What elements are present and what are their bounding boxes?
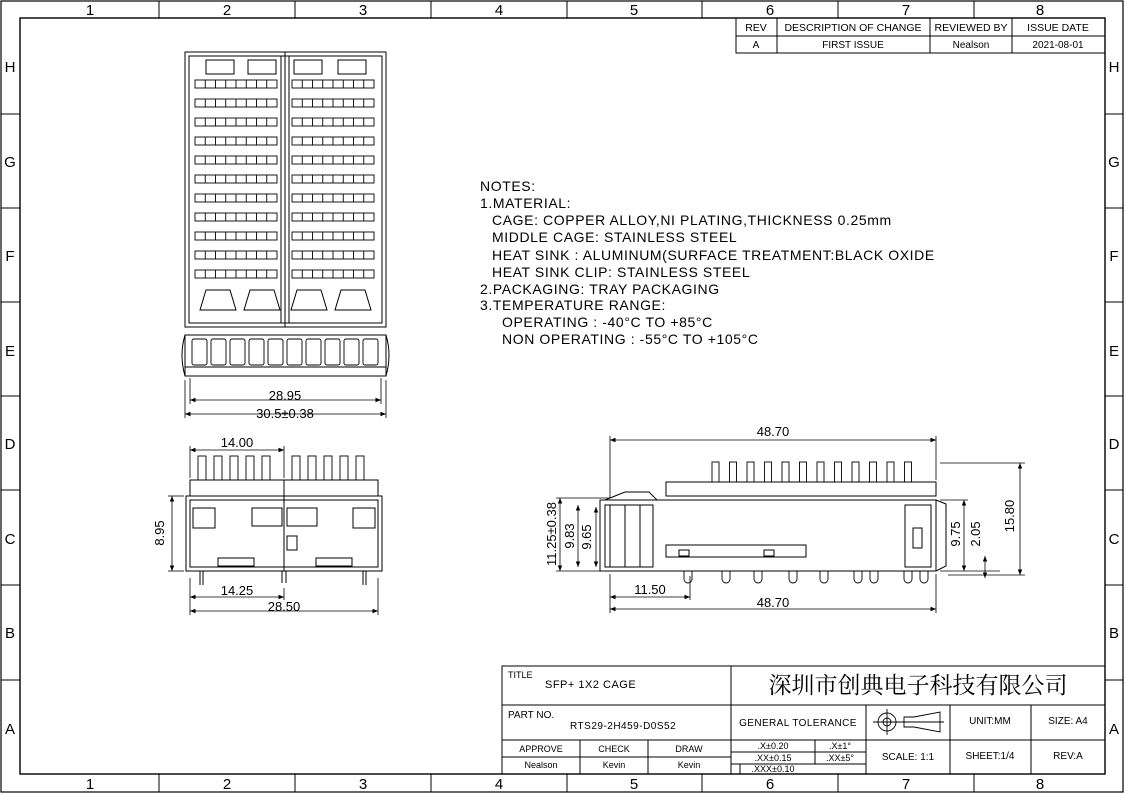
row-label: H — [4, 59, 16, 76]
dim-side-right-b: 2.05 — [968, 521, 983, 547]
approve-value: Nealson — [524, 760, 558, 770]
dim-front-height: 8.95 — [152, 520, 167, 546]
dim-side-left-c: 9.65 — [579, 524, 594, 550]
scale-label: SCALE: 1:1 — [881, 752, 935, 763]
rev-header: REV — [745, 22, 767, 34]
side-fins — [712, 462, 912, 482]
frame-row-labels — [4, 59, 1120, 738]
drawing-notes — [480, 178, 935, 347]
drawing-title: SFP+ 1X2 CAGE — [545, 679, 637, 691]
tol-xxx: .XXX±0.10 — [751, 764, 795, 774]
dim-top-outer: 30.5±0.38 — [256, 406, 314, 421]
row-label: D — [1108, 436, 1120, 453]
rev-label: REV:A — [1053, 751, 1083, 762]
col-label: 4 — [494, 2, 504, 19]
note-line: OPERATING : -40°C TO +85°C — [502, 314, 713, 330]
dim-side-bottom: 48.70 — [756, 595, 790, 610]
description-header: DESCRIPTION OF CHANGE — [784, 22, 922, 34]
row-label: G — [4, 154, 16, 171]
row-label: H — [1108, 59, 1120, 76]
dim-front-top: 14.00 — [220, 435, 254, 450]
dim-front-half: 14.25 — [220, 583, 254, 598]
col-label: 3 — [358, 2, 368, 19]
issue-date-header: ISSUE DATE — [1027, 22, 1089, 34]
row-label: C — [1108, 531, 1120, 548]
dim-side-top: 48.70 — [756, 424, 790, 439]
part-number: RTS29-2H459-D0S52 — [570, 721, 677, 732]
size-label: SIZE: A4 — [1048, 716, 1088, 727]
row-label: E — [4, 343, 16, 360]
row-label: B — [1108, 625, 1120, 642]
reviewer-value: Nealson — [952, 40, 990, 51]
col-label: 2 — [222, 776, 232, 793]
side-pins — [684, 571, 928, 583]
note-line: MIDDLE CAGE: STAINLESS STEEL — [492, 229, 738, 245]
tolerance-label: GENERAL TOLERANCE — [739, 718, 857, 729]
check-value: Kevin — [602, 760, 626, 770]
front-view-dimensions — [168, 446, 378, 615]
row-label: D — [4, 436, 16, 453]
col-label: 8 — [1035, 776, 1045, 793]
unit-label: UNIT:MM — [969, 716, 1011, 727]
revision-table — [736, 18, 1105, 53]
row-label: A — [4, 721, 16, 738]
dim-side-front: 11.50 — [634, 582, 666, 597]
col-label: 5 — [629, 2, 639, 19]
flange-slots — [192, 339, 378, 365]
title-block — [502, 666, 1105, 774]
side-view — [600, 482, 946, 571]
rev-value: A — [752, 40, 760, 51]
description-value: FIRST ISSUE — [822, 40, 884, 51]
dim-side-right-c: 15.80 — [1002, 499, 1017, 533]
row-label: F — [1109, 248, 1119, 265]
dim-side-left-a: 11.25±0.38 — [544, 501, 559, 567]
note-line: CAGE: COPPER ALLOY,NI PLATING,THICKNESS 0.25mm — [492, 212, 892, 228]
tol-xx: .XX±0.15 — [754, 753, 792, 763]
issue-date-value: 2021-08-01 — [1032, 40, 1084, 51]
row-label: B — [4, 625, 16, 642]
part-label: PART NO. — [508, 710, 555, 721]
col-label: 8 — [1035, 2, 1045, 19]
row-label: C — [4, 531, 16, 548]
ang-xx: .XX±5° — [825, 753, 855, 763]
check-label: CHECK — [598, 744, 630, 754]
col-label: 1 — [85, 2, 95, 19]
dim-front-width: 28.50 — [267, 599, 301, 614]
note-line: 1.MATERIAL: — [480, 195, 572, 211]
approve-label: APPROVE — [519, 744, 563, 754]
ang-x: .X±1° — [828, 741, 852, 751]
note-line: NON OPERATING : -55°C TO +105°C — [502, 331, 759, 347]
col-label: 3 — [358, 776, 368, 793]
col-label: 7 — [901, 776, 911, 793]
col-label: 1 — [85, 776, 95, 793]
draw-label: DRAW — [675, 744, 703, 754]
projection-symbol-icon — [873, 709, 944, 735]
note-line: HEAT SINK CLIP: STAINLESS STEEL — [492, 264, 751, 280]
tol-x: .X±0.20 — [757, 741, 789, 751]
note-line: 2.PACKAGING: TRAY PACKAGING — [480, 281, 720, 297]
reviewed-by-header: REVIEWED BY — [934, 22, 1008, 34]
col-label: 2 — [222, 2, 232, 19]
note-line: 3.TEMPERATURE RANGE: — [480, 297, 666, 313]
note-line: HEAT SINK : ALUMINUM(SURFACE TREATMENT:BLACK OXIDE — [492, 247, 935, 263]
title-label: TITLE — [508, 670, 533, 680]
col-label: 6 — [765, 776, 775, 793]
col-label: 6 — [765, 2, 775, 19]
col-label: 4 — [494, 776, 504, 793]
dim-top-inner: 28.95 — [268, 388, 302, 403]
front-view — [186, 480, 382, 585]
row-label: G — [1108, 154, 1120, 171]
dim-side-right-a: 9.75 — [948, 521, 963, 547]
row-label: E — [1108, 343, 1120, 360]
draw-value: Kevin — [677, 760, 701, 770]
company-name: 深圳市创典电子科技有限公司 — [768, 673, 1068, 699]
sheet-label: SHEET:1/4 — [965, 751, 1015, 762]
dim-side-left-b: 9.83 — [562, 523, 577, 549]
col-label: 5 — [629, 776, 639, 793]
top-view — [182, 52, 389, 376]
note-line: NOTES: — [480, 178, 536, 194]
front-fins — [198, 456, 364, 480]
row-label: A — [1108, 721, 1120, 738]
row-label: F — [5, 248, 15, 265]
col-label: 7 — [901, 2, 911, 19]
